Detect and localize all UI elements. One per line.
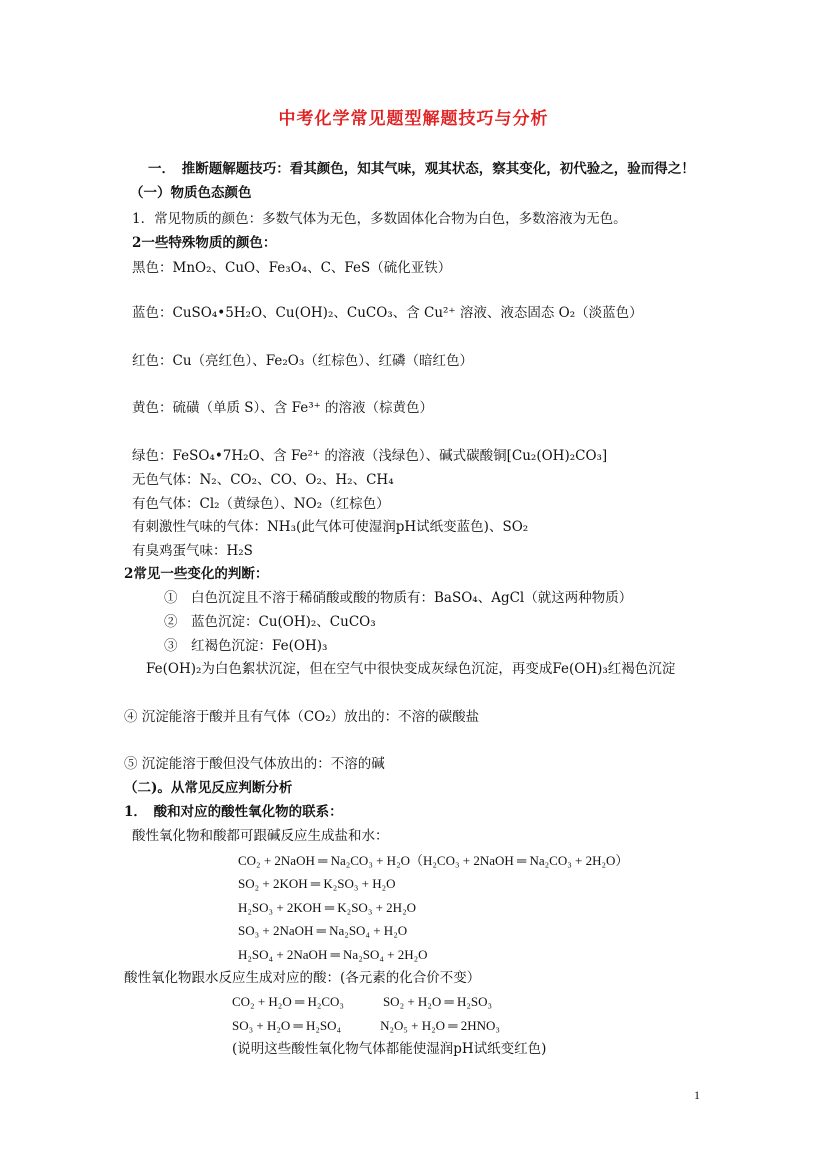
text-line: 2常见一些变化的判断： — [124, 566, 269, 582]
text-line: 黑色：MnO₂、CuO、Fe₃O₄、C、FeS（硫化亚铁） — [132, 260, 452, 276]
text-line: H₂SO₃ + 2KOH ═ K₂SO₃ + 2H₂O — [238, 900, 416, 915]
text-line: ⑤ 沉淀能溶于酸但没气体放出的：不溶的碱 — [124, 756, 385, 772]
text-line: 1．常见物质的颜色：多数气体为无色，多数固体化合物为白色，多数溶液为无色。 — [132, 211, 627, 227]
text-line: 有色气体：Cl₂（黄绿色）、NO₂（红棕色） — [132, 496, 390, 512]
document-title: 中考化学常见题型解题技巧与分析 — [278, 109, 549, 129]
text-line: SO₂ + 2KOH ═ K₂SO₃ + H₂O — [238, 876, 396, 891]
text-line: 酸性氧化物跟水反应生成对应的酸：(各元素的化合价不变） — [124, 970, 481, 986]
text-line: （二)。从常见反应判断分析 — [124, 780, 293, 796]
text-line: H₂SO₄ + 2NaOH ═ Na₂SO₄ + 2H₂O — [238, 947, 428, 962]
text-line: ② 蓝色沉淀：Cu(OH)₂、CuCO₃ — [164, 614, 376, 630]
text-line: ③ 红褐色沉淀：Fe(OH)₃ — [164, 638, 328, 654]
text-line: 红色：Cu（亮红色）、Fe₂O₃（红棕色）、红磷（暗红色） — [132, 353, 474, 369]
text-line: 有刺激性气味的气体：NH₃(此气体可使湿润pH试纸变蓝色)、SO₂ — [132, 519, 529, 535]
text-line: ④ 沉淀能溶于酸并且有气体（CO₂）放出的：不溶的碳酸盐 — [124, 709, 480, 725]
text-line: ① 白色沉淀且不溶于稀硝酸或酸的物质有：BaSO₄、AgCl（就这两种物质） — [164, 590, 633, 606]
text-line: 酸性氧化物和酸都可跟碱反应生成盐和水： — [132, 828, 389, 844]
text-line: CO₂ + 2NaOH ═ Na₂CO₃ + H₂O（H₂CO₃ + 2NaOH ═ Na₂CO₃ + 2H₂O） — [238, 853, 629, 868]
text-line: (说明这些酸性氧化物气体都能使湿润pH试纸变红色) — [232, 1041, 547, 1057]
text-line: 黄色：硫磺（单质 S）、含 Fe³⁺ 的溶液（棕黄色） — [132, 400, 434, 416]
text-line: 1． 酸和对应的酸性氧化物的联系： — [124, 804, 343, 820]
text-line: 蓝色：CuSO₄•5H₂O、Cu(OH)₂、CuCO₃、含 Cu²⁺ 溶液、液态固态 O₂（淡蓝色） — [132, 305, 643, 321]
text-line: SO₃ + 2NaOH ═ Na₂SO₄ + H₂O — [238, 923, 408, 938]
text-line: SO₃ + H₂O ═ H₂SO₄ N₂O₅ + H₂O ═ 2HNO₃ — [232, 1018, 500, 1033]
text-line: Fe(OH)₂为白色絮状沉淀，但在空气中很快变成灰绿色沉淀，再变成Fe(OH)₃红褐色沉淀 — [146, 661, 676, 677]
text-line: （一）物质色态颜色 — [130, 185, 252, 201]
text-line: 无色气体：N₂、CO₂、CO、O₂、H₂、CH₄ — [132, 472, 394, 488]
text-line: 绿色：FeSO₄•7H₂O、含 Fe²⁺ 的溶液（浅绿色）、碱式碳酸铜[Cu₂(OH)₂CO₃] — [132, 448, 608, 464]
text-line: 2一些特殊物质的颜色： — [132, 235, 277, 251]
text-line: CO₂ + H₂O ═ H₂CO₃ SO₂ + H₂O ═ H₂SO₃ — [232, 994, 493, 1009]
text-line: 一． 推断题解题技巧：看其颜色，知其气味，观其状态，察其变化，初代验之，验而得之！ — [148, 161, 695, 177]
page-number: 1 — [694, 1088, 700, 1102]
text-line: 有臭鸡蛋气味：H₂S — [132, 543, 253, 559]
